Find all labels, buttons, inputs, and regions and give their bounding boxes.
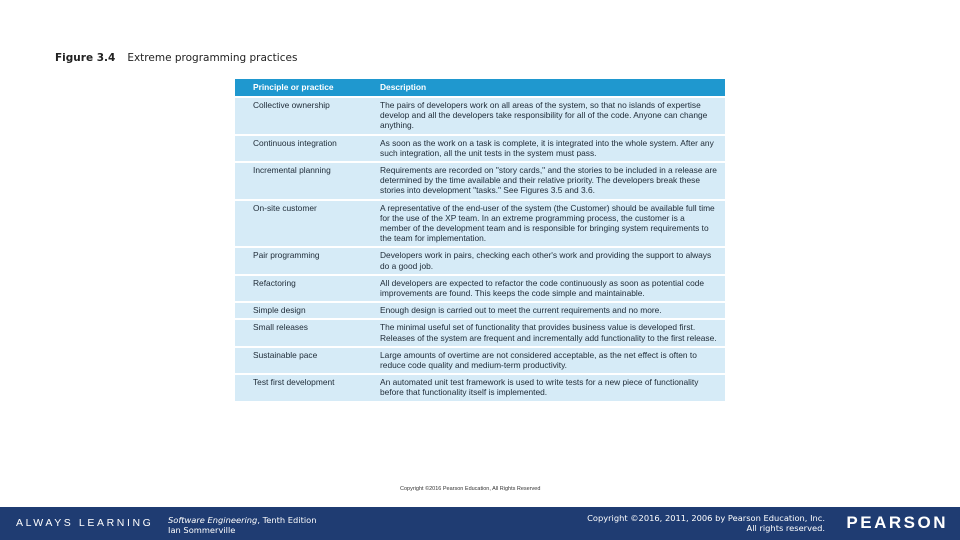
book-edition: , Tenth Edition [257, 515, 317, 525]
figure-title: Extreme programming practices [127, 52, 298, 64]
table-row [235, 374, 725, 401]
description-cell: A representative of the end-user of the system (the Customer) should be available full time for the use of the XP team. In an extreme programming process, the customer is a member of the development team and is responsible for bringing system requirements to the team for implementation. [373, 200, 725, 248]
copyright-line-2: All rights reserved. [746, 523, 825, 533]
description-cell: The minimal useful set of functionality that provides business value is developed first. Releases of the system are frequent and incrementally add functionality to the first release. [373, 319, 725, 346]
principle-cell: Collective ownership [235, 97, 373, 135]
figure-number: Figure 3.4 [55, 52, 116, 64]
description-cell: Enough design is carried out to meet the current requirements and no more. [373, 302, 725, 319]
column-header-principle: Principle or practice [235, 79, 373, 97]
principle-cell: Continuous integration [235, 135, 373, 162]
principle-cell: Refactoring [235, 275, 373, 302]
table-row [235, 247, 725, 274]
table-row [235, 200, 725, 248]
always-learning-tagline: ALWAYS LEARNING [16, 517, 154, 529]
principle-cell: Pair programming [235, 247, 373, 274]
description-cell: Requirements are recorded on "story cards," and the stories to be included in a release are determined by the time available and their relative priority. The developers break these stories into development "tasks." See Figures 3.5 and 3.6. [373, 162, 725, 200]
table-row [235, 347, 725, 374]
description-cell: As soon as the work on a task is complete, it is integrated into the whole system. After any such integration, all the unit tests in the system must pass. [373, 135, 725, 162]
table-row [235, 97, 725, 135]
principle-cell: Test first development [235, 374, 373, 401]
book-title: Software Engineering [168, 515, 258, 525]
book-author: Ian Sommerville [168, 525, 236, 535]
principle-cell: On-site customer [235, 200, 373, 248]
table-row [235, 162, 725, 200]
xp-practices-table [235, 79, 725, 403]
book-info [168, 515, 316, 535]
description-cell: An automated unit test framework is used to write tests for a new piece of functionality before that functionality itself is implemented. [373, 374, 725, 401]
book-title-line [168, 515, 316, 525]
table-row [235, 319, 725, 346]
description-cell: Developers work in pairs, checking each other's work and providing the support to always do a good job. [373, 247, 725, 274]
table-row [235, 302, 725, 319]
table-copyright-note: Copyright ©2016 Pearson Education, All Rights Reserved [400, 486, 541, 492]
principle-cell: Incremental planning [235, 162, 373, 200]
description-cell: The pairs of developers work on all areas of the system, so that no islands of expertise develop and all the developers take responsibility for all of the code. Anyone can change anything. [373, 97, 725, 135]
table-header-row [235, 79, 725, 97]
footer-bar [0, 507, 960, 540]
table-row [235, 275, 725, 302]
column-header-description: Description [373, 79, 725, 97]
principle-cell: Sustainable pace [235, 347, 373, 374]
description-cell: All developers are expected to refactor the code continuously as soon as potential code improvements are found. This keeps the code simple and maintainable. [373, 275, 725, 302]
pearson-logo: PEARSON [846, 513, 948, 532]
table-row [235, 135, 725, 162]
principle-cell: Simple design [235, 302, 373, 319]
copyright-notice [587, 513, 825, 533]
principle-cell: Small releases [235, 319, 373, 346]
description-cell: Large amounts of overtime are not considered acceptable, as the net effect is often to reduce code quality and medium-term productivity. [373, 347, 725, 374]
figure-caption [55, 52, 297, 64]
copyright-line-1: Copyright ©2016, 2011, 2006 by Pearson Education, Inc. [587, 513, 825, 523]
